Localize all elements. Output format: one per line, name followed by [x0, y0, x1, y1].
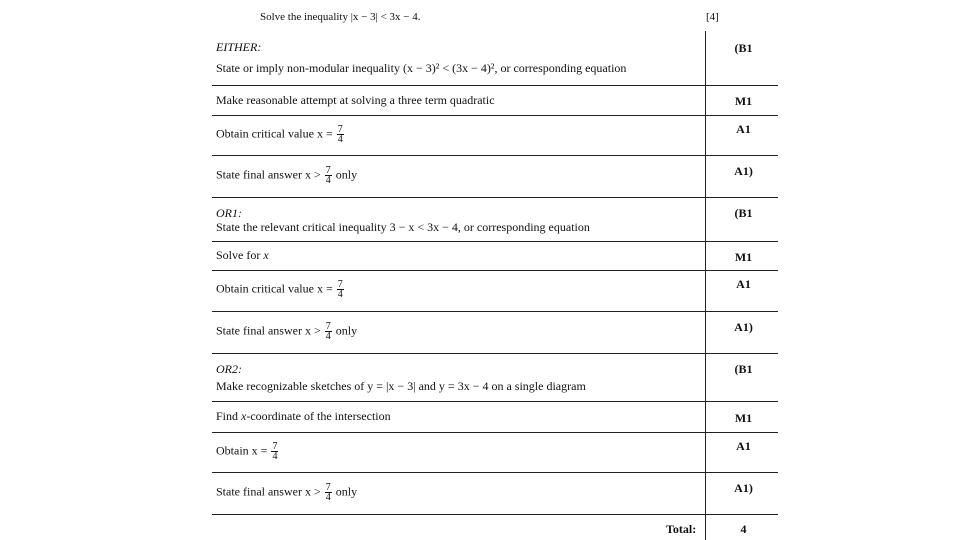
table-row: [212, 271, 778, 312]
question-expression: |x − 3| < 3x − 4.: [350, 11, 421, 23]
row-text-suffix: only: [332, 323, 358, 338]
row-text: [216, 248, 269, 263]
row-mark: M1: [734, 411, 753, 425]
row-text: [216, 166, 357, 185]
row-mark: (B1: [734, 362, 753, 376]
table-row: [212, 116, 778, 156]
row-mark: (B1: [734, 206, 753, 220]
fraction: [271, 442, 278, 461]
row-text: State or imply non-modular inequality (x − 3)² < (3x − 4)², or corresponding equation: [216, 61, 627, 75]
fraction: [325, 322, 332, 341]
row-text-prefix: Solve for: [216, 248, 264, 262]
row-text-prefix: State final answer x >: [216, 484, 324, 499]
row-text-suffix: -coordinate of the intersection: [246, 409, 391, 423]
fraction-numerator: 7: [325, 482, 331, 493]
row-text: [216, 280, 345, 299]
table-row: [212, 156, 778, 198]
question-marks: [4]: [706, 11, 719, 23]
row-text-suffix: only: [332, 484, 358, 499]
fraction-numerator: 7: [337, 279, 343, 290]
mark-scheme-table: [212, 31, 778, 515]
fraction: [337, 125, 344, 144]
row-text-prefix: State final answer x >: [216, 323, 324, 338]
table-row: [212, 354, 778, 402]
fraction-denominator: 4: [325, 175, 331, 186]
row-text: [216, 125, 345, 144]
row-text-variable: x: [241, 409, 247, 423]
row-text: [216, 442, 279, 461]
row-mark: A1): [734, 164, 753, 178]
row-text-prefix: Obtain critical value x =: [216, 126, 336, 141]
row-text: Make recognizable sketches of y = |x − 3| and y = 3x − 4 on a single diagram: [216, 379, 586, 393]
total-value: 4: [740, 522, 747, 536]
method-heading: OR1:: [216, 206, 242, 220]
fraction-denominator: 4: [325, 331, 331, 342]
table-row: [212, 473, 778, 515]
fraction-denominator: 4: [325, 492, 331, 503]
table-row: [212, 242, 778, 271]
fraction-denominator: 4: [272, 451, 278, 462]
row-text-suffix: only: [332, 167, 358, 182]
table-row: [212, 312, 778, 354]
row-text: [216, 483, 357, 502]
question-prefix: Solve the inequality: [260, 11, 351, 23]
row-mark: A1): [734, 481, 753, 495]
method-heading: EITHER:: [216, 40, 262, 54]
table-row: [212, 86, 778, 116]
fraction-numerator: 7: [337, 124, 343, 135]
row-mark: A1: [736, 122, 751, 136]
method-heading: OR2:: [216, 362, 242, 376]
fraction-numerator: 7: [325, 165, 331, 176]
fraction-denominator: 4: [337, 289, 343, 300]
table-row: [212, 31, 778, 86]
row-mark: A1): [734, 320, 753, 334]
fraction-numerator: 7: [325, 321, 331, 332]
table-row: [212, 402, 778, 433]
row-text-variable: x: [263, 248, 269, 262]
table-row: [212, 198, 778, 242]
question-text: [260, 11, 421, 23]
fraction-numerator: 7: [272, 441, 278, 452]
row-mark: M1: [734, 94, 753, 108]
row-text-prefix: Find: [216, 409, 242, 423]
fraction: [325, 166, 332, 185]
row-text: State the relevant critical inequality 3 − x < 3x − 4, or corresponding equation: [216, 220, 590, 234]
fraction: [325, 483, 332, 502]
row-mark: M1: [734, 250, 753, 264]
row-text: [216, 322, 357, 341]
row-mark: A1: [736, 439, 751, 453]
row-text: Make reasonable attempt at solving a three term quadratic: [216, 93, 495, 107]
row-mark: (B1: [734, 41, 753, 55]
row-text-prefix: State final answer x >: [216, 167, 324, 182]
row-text-prefix: Obtain x =: [216, 443, 271, 458]
row-mark: A1: [736, 277, 751, 291]
table-row: [212, 433, 778, 473]
fraction: [337, 280, 344, 299]
row-text-prefix: Obtain critical value x =: [216, 281, 336, 296]
row-text: [216, 409, 391, 424]
total-label: Total:: [666, 522, 697, 536]
fraction-denominator: 4: [337, 134, 343, 145]
